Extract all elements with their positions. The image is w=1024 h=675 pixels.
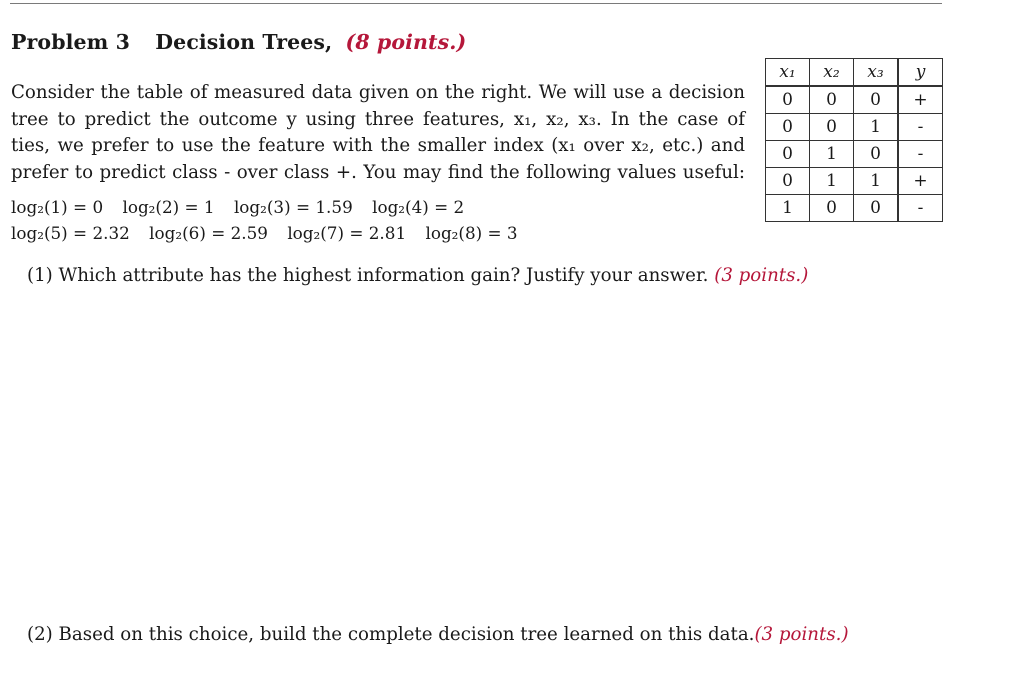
log-value: log₂(6) = 2.59 [149, 223, 268, 243]
log-value: log₂(1) = 0 [11, 197, 104, 217]
table-cell: 0 [810, 86, 854, 114]
table-cell: 1 [810, 168, 854, 195]
table-cell: 0 [810, 114, 854, 141]
log-value: log₂(3) = 1.59 [233, 197, 353, 217]
table-header: x₁ [766, 59, 810, 87]
log-value: log₂(8) = 3 [425, 223, 518, 243]
problem-points: (8 points.) [345, 30, 467, 54]
table-cell: 0 [766, 168, 810, 195]
table-cell: - [898, 141, 943, 168]
table-cell: + [898, 168, 943, 195]
question-2-text: (2) Based on this choice, build the complete decision tree learned on this data. [27, 624, 755, 645]
question-1-points: (3 points.) [714, 265, 809, 286]
log-value: log₂(4) = 2 [372, 197, 465, 217]
table-cell: 0 [810, 195, 854, 222]
intro-line-4: prefer to predict class - over class +. You may find the following values useful: [11, 161, 745, 183]
problem-title [11, 30, 466, 54]
table-cell: 0 [766, 114, 810, 141]
table-row [766, 114, 943, 141]
table-row [766, 195, 943, 222]
top-rule [10, 3, 942, 4]
question-1-text: (1) Which attribute has the highest information gain? Justify your answer. [27, 265, 709, 286]
table-cell: 0 [854, 86, 899, 114]
table-cell: 1 [810, 141, 854, 168]
question-2 [27, 624, 849, 645]
log-value: log₂(2) = 1 [122, 197, 215, 217]
intro-line-2: tree to predict the outcome y using three features, x₁, x₂, x₃. In the case of [11, 108, 745, 130]
table-cell: 0 [766, 86, 810, 114]
table-cell: - [898, 195, 943, 222]
table-header: x₃ [854, 59, 899, 87]
intro-line-1: Consider the table of measured data given on the right. We will use a decision [11, 82, 745, 103]
table-header-row [766, 59, 943, 87]
log-values-row-1 [11, 197, 478, 217]
data-table [765, 58, 943, 222]
table-cell: 1 [766, 195, 810, 222]
table-row [766, 168, 943, 195]
problem-topic: Decision Trees, [155, 30, 333, 54]
log-value: log₂(7) = 2.81 [287, 223, 407, 243]
table-cell: 0 [854, 195, 899, 222]
problem-label: Problem 3 [11, 30, 131, 54]
log-value: log₂(5) = 2.32 [11, 223, 130, 243]
table-cell: + [898, 86, 943, 114]
question-1 [27, 265, 808, 286]
table-row [766, 86, 943, 114]
table-header: y [898, 59, 943, 87]
table-cell: 1 [854, 114, 899, 141]
table-cell: 0 [766, 141, 810, 168]
table-row [766, 141, 943, 168]
table-cell: - [898, 114, 943, 141]
table-cell: 1 [854, 168, 899, 195]
log-values-row-2 [11, 223, 532, 243]
table-header: x₂ [810, 59, 854, 87]
table-cell: 0 [854, 141, 899, 168]
question-2-points: (3 points.) [754, 624, 849, 645]
intro-line-3: ties, we prefer to use the feature with the smaller index (x₁ over x₂, etc.) and [11, 135, 745, 156]
intro-paragraph [11, 80, 745, 186]
